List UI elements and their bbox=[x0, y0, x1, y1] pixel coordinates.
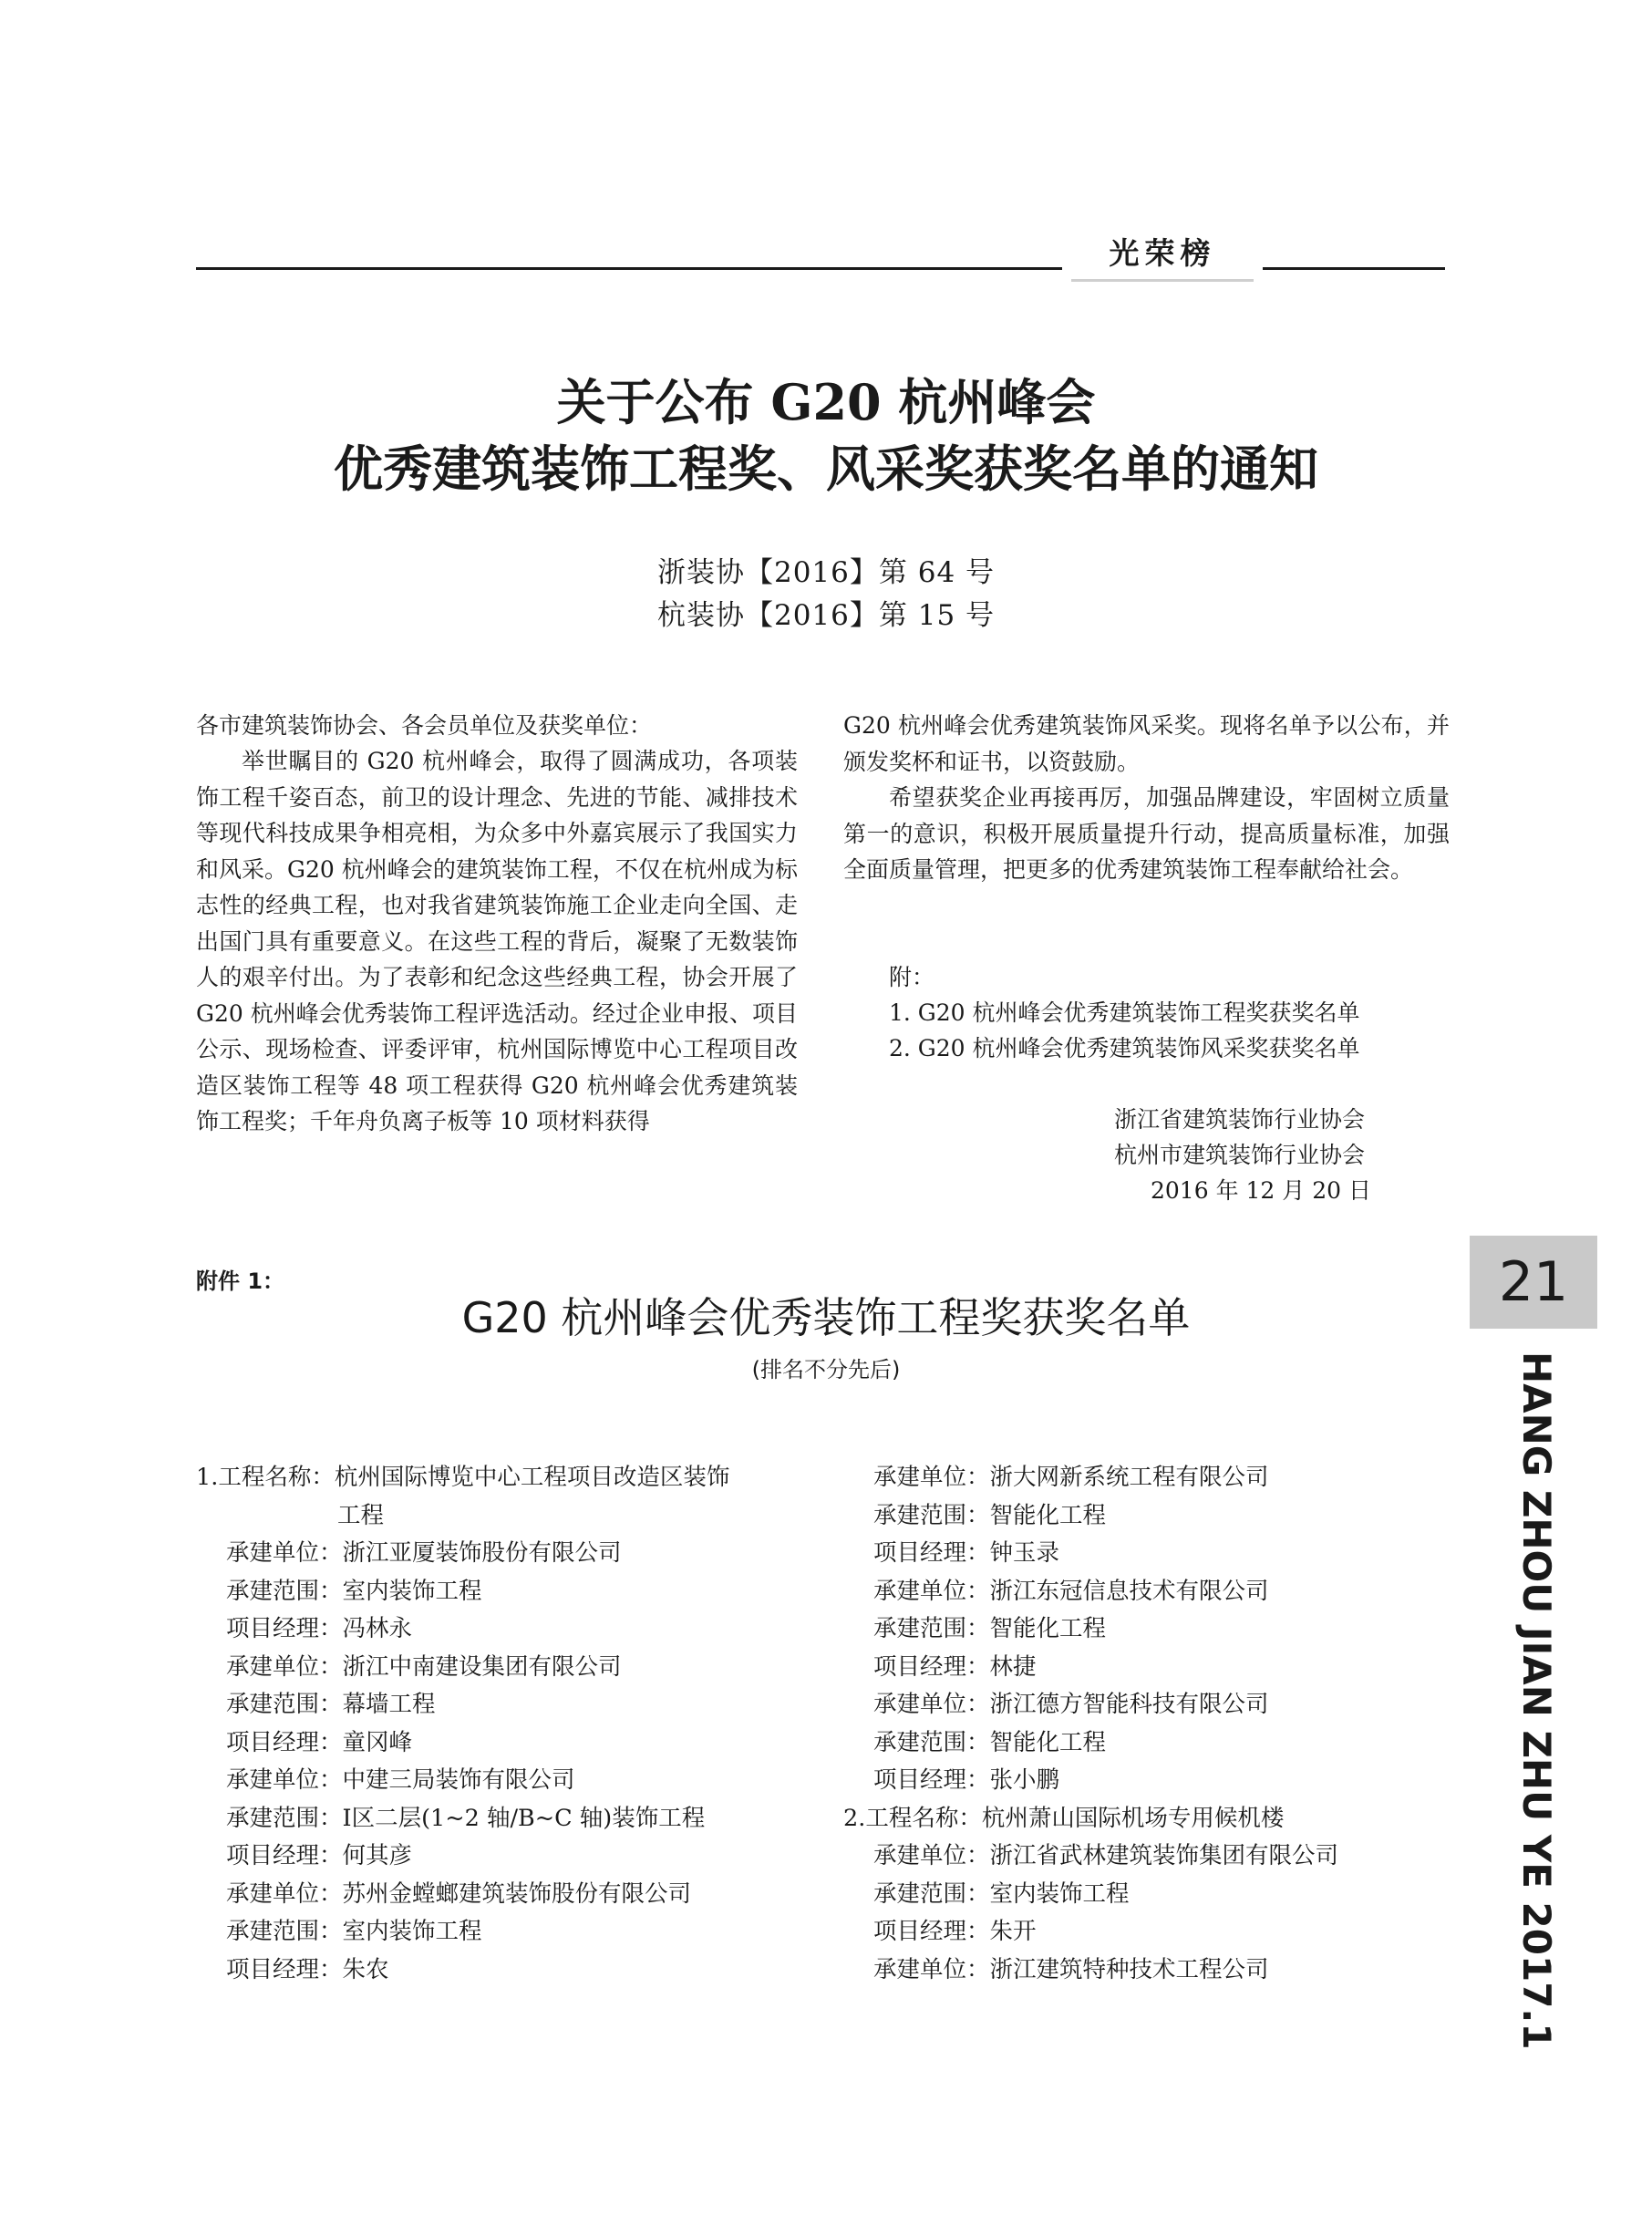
title-line-2: 优秀建筑装饰工程奖、风采奖获奖名单的通知 bbox=[334, 440, 1318, 498]
doc-number-1: 浙装协【2016】第 64 号 bbox=[656, 556, 996, 589]
list-item: 承建范围：智能化工程 bbox=[873, 1615, 1107, 1642]
list-item: 项目经理：童冈峰 bbox=[226, 1728, 413, 1756]
list-item: 项目经理：朱农 bbox=[226, 1955, 389, 1983]
list-item: 承建单位：苏州金螳螂建筑装饰股份有限公司 bbox=[226, 1879, 692, 1908]
attachment-label: 附件 1： bbox=[196, 1268, 285, 1294]
list-item: 承建范围：室内装饰工程 bbox=[873, 1879, 1130, 1908]
attach-item-1: 1. G20 杭州峰会优秀建筑装饰工程奖获奖名单 bbox=[889, 999, 1360, 1026]
list-item: 承建单位：浙江建筑特种技术工程公司 bbox=[873, 1955, 1269, 1983]
list-item: 承建范围：室内装饰工程 bbox=[226, 1577, 482, 1605]
salutation: 各市建筑装饰协会、各会员单位及获奖单位： bbox=[196, 712, 653, 739]
page-number: 21 bbox=[1470, 1236, 1597, 1329]
list-item: 承建范围：室内装饰工程 bbox=[226, 1918, 482, 1945]
signature-org-2: 杭州市建筑装饰行业协会 bbox=[1114, 1142, 1366, 1168]
attachment-subtitle: (排名不分先后) bbox=[751, 1357, 901, 1382]
list-item: 承建范围：智能化工程 bbox=[873, 1501, 1107, 1529]
list-item: 项目经理：张小鹏 bbox=[873, 1766, 1060, 1794]
list-item: 项目经理：何其彦 bbox=[226, 1842, 413, 1869]
doc-number-2: 杭装协【2016】第 15 号 bbox=[656, 599, 996, 632]
list-item: 承建单位：浙江中南建设集团有限公司 bbox=[226, 1652, 622, 1681]
section-tag: 光荣榜 bbox=[1071, 228, 1254, 282]
list-item: 承建范围：Ⅰ区二层(1~2 轴/B~C 轴)装饰工程 bbox=[226, 1804, 706, 1832]
attachment-title: G20 杭州峰会优秀装饰工程奖获奖名单 bbox=[461, 1293, 1191, 1342]
list-item: 工程 bbox=[337, 1501, 385, 1529]
attach-item-2: 2. G20 杭州峰会优秀建筑装饰风采奖获奖名单 bbox=[889, 1035, 1360, 1061]
list-item: 承建单位：浙江东冠信息技术有限公司 bbox=[873, 1577, 1269, 1605]
attach-label: 附： bbox=[889, 964, 935, 990]
list-item: 项目经理：朱开 bbox=[873, 1918, 1037, 1945]
list-item: 承建范围：智能化工程 bbox=[873, 1728, 1107, 1756]
signature-date: 2016 年 12 月 20 日 bbox=[1151, 1177, 1371, 1204]
list-item: 项目经理：钟玉录 bbox=[873, 1539, 1060, 1567]
list-item: 2.工程名称：杭州萧山国际机场专用候机楼 bbox=[843, 1804, 1285, 1832]
list-item: 承建单位：浙江德方智能科技有限公司 bbox=[873, 1691, 1269, 1718]
title-line-1: 关于公布 G20 杭州峰会 bbox=[556, 373, 1096, 431]
body-paragraph-1: 举世瞩目的 G20 杭州峰会，取得了圆满成功，各项装饰工程千姿百态，前卫的设计理念、先进的节能、减排技术等现代科技成果争相亮相，为众多中外嘉宾展示了我国实力和风采。G20 杭州峰会的建筑装饰工程，不仅在杭州成为标志性的经典工程，也对我省建筑装饰施工企业走向全国、走出国门具有重要意义。在这些工程的背后，凝聚了无数装饰人的艰辛付出。为了表彰和纪念这些经典工程，协会开展了 G20 杭州峰会优秀装饰工程评选活动。经过企业申报、项目公示、现场检查、评委评审，杭州国际博览中心工程项目改造区装饰工程等 48 项工程获得 G20 杭州峰会优秀建筑装饰工程奖；千年舟负离子板等 10 项材料获得 bbox=[196, 748, 798, 1134]
list-item: 项目经理：林捷 bbox=[873, 1652, 1037, 1681]
body-paragraph-continued: G20 杭州峰会优秀建筑装饰风采奖。现将名单予以公布，并颁发奖杯和证书，以资鼓励。 bbox=[843, 712, 1450, 775]
list-item: 承建单位：中建三局装饰有限公司 bbox=[226, 1766, 575, 1794]
list-item: 承建单位：浙江亚厦装饰股份有限公司 bbox=[226, 1539, 622, 1567]
list-item: 项目经理：冯林永 bbox=[226, 1615, 413, 1642]
list-item: 1.工程名称：杭州国际博览中心工程项目改造区装饰 bbox=[196, 1464, 730, 1491]
header-rule-right bbox=[1263, 267, 1445, 270]
list-item: 承建范围：幕墙工程 bbox=[226, 1691, 436, 1718]
list-item: 承建单位：浙大网新系统工程有限公司 bbox=[873, 1464, 1269, 1491]
header-rule-left bbox=[196, 267, 1062, 270]
award-list-left bbox=[196, 1459, 729, 1989]
list-item: 承建单位：浙江省武林建筑装饰集团有限公司 bbox=[873, 1842, 1339, 1869]
body-paragraph-2: 希望获奖企业再接再厉，加强品牌建设，牢固树立质量第一的意识，积极开展质量提升行动，提高质量标准，加强全面质量管理，把更多的优秀建筑装饰工程奉献给社会。 bbox=[843, 784, 1450, 883]
journal-side-title: HANG ZHOU JIAN ZHU YE 2017.1 bbox=[1514, 1351, 1559, 2050]
signature-org-1: 浙江省建筑装饰行业协会 bbox=[1114, 1106, 1366, 1133]
award-list-right bbox=[843, 1459, 1338, 1989]
